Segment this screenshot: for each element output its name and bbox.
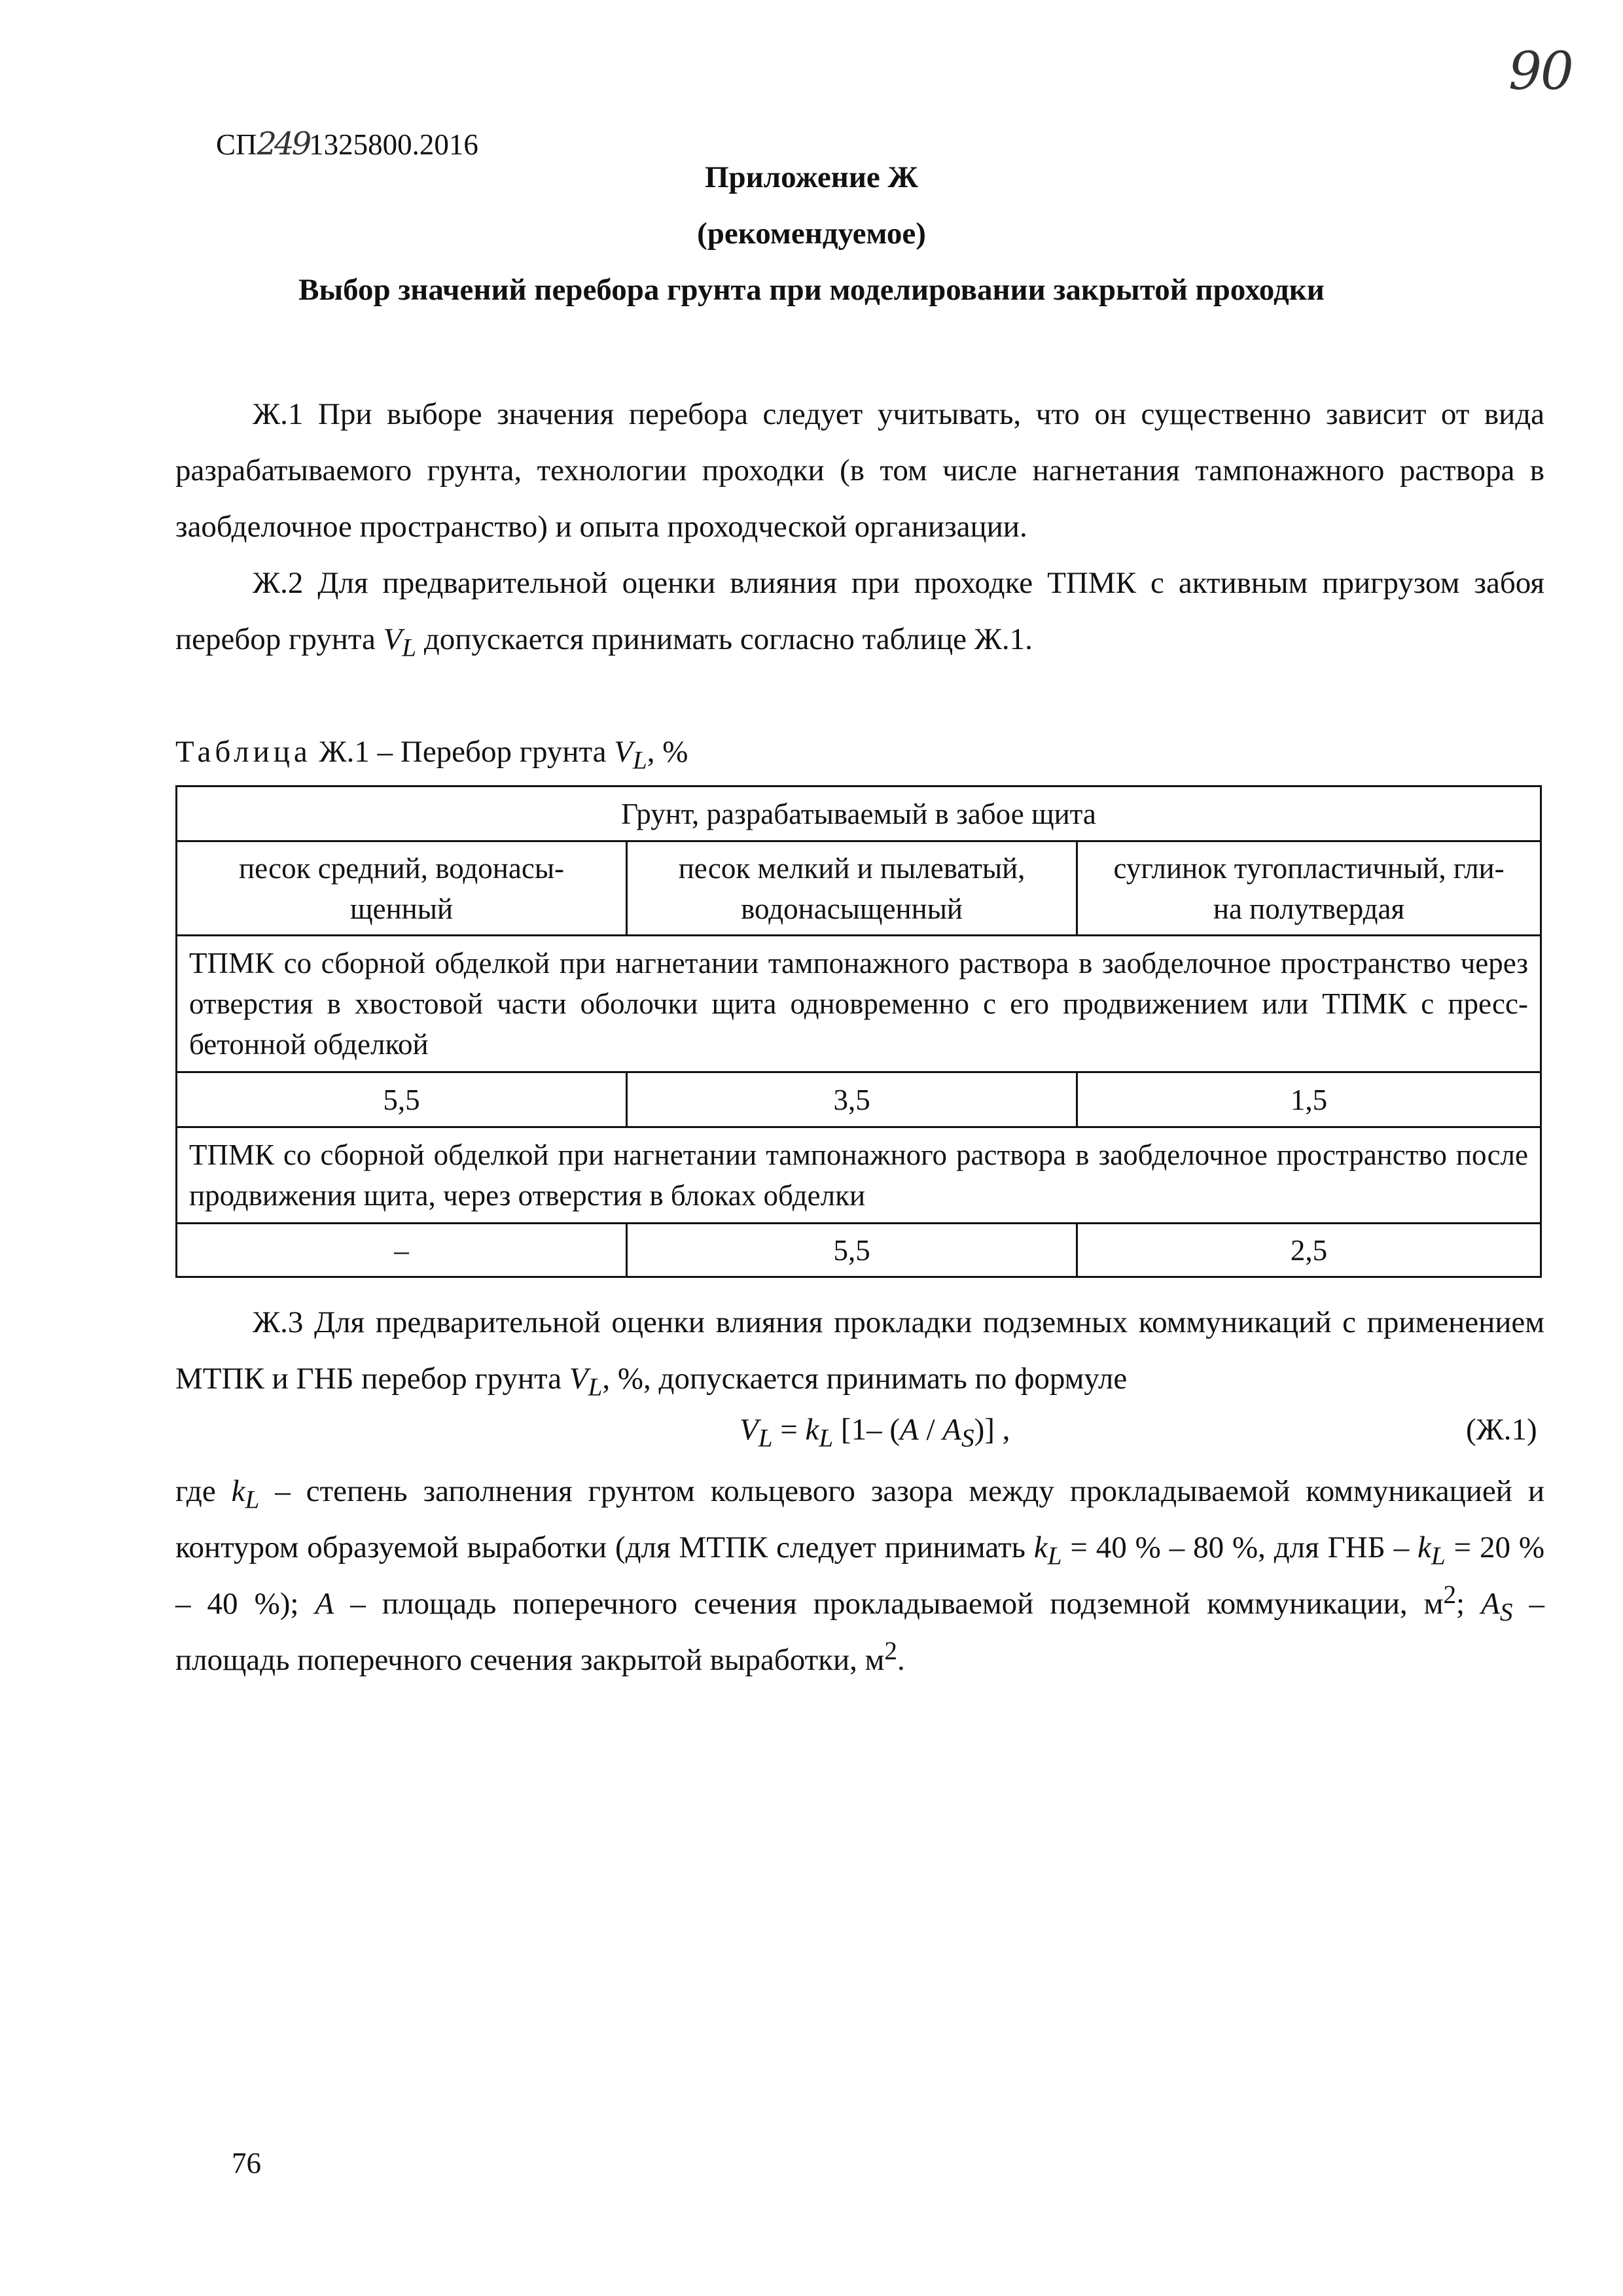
- subscript-l: L: [402, 633, 417, 662]
- table-cell: 5,5: [627, 1224, 1077, 1277]
- where-text: где: [175, 1474, 232, 1508]
- page-number: 76: [232, 2147, 261, 2180]
- symbol-k: k: [1033, 1530, 1048, 1564]
- paragraph-zh1-text: Ж.1 При выборе значения перебора следует учитывать, что он существенно зависит от вида разрабатываемого грунта, технологии проходки (в том числе нагнетания тампонажного раствора в заобделочное пространство) и опыта проходческой организации.: [175, 397, 1544, 544]
- formula: [740, 1412, 1010, 1453]
- superscript-2: 2: [1443, 1580, 1457, 1609]
- paragraph-zh2: [175, 555, 1544, 667]
- where-text: ;: [1456, 1587, 1482, 1621]
- subscript-l: L: [632, 746, 647, 775]
- symbol-a: A: [1481, 1587, 1500, 1621]
- subscript-l: L: [758, 1424, 773, 1453]
- subscript-l: L: [245, 1485, 260, 1514]
- symbol-k: k: [1418, 1530, 1431, 1564]
- symbol-v: V: [614, 735, 633, 769]
- document-code-prefix: СП: [216, 128, 257, 161]
- appendix-title: Приложение Ж: [704, 160, 919, 194]
- document-code: [216, 126, 478, 162]
- symbol-v: V: [569, 1362, 588, 1396]
- where-text: – площадь поперечного сечения закрытой выработки, м: [175, 1587, 1544, 1677]
- symbol-a: A: [942, 1413, 961, 1447]
- table-header-main: Грунт, разрабатываемый в забое щита: [177, 786, 1541, 841]
- where-text: .: [897, 1643, 905, 1677]
- table-cell: 2,5: [1077, 1224, 1541, 1277]
- formula-explanation: [175, 1463, 1544, 1688]
- formula-slash: /: [918, 1413, 943, 1447]
- subscript-s: S: [961, 1424, 974, 1453]
- column-header-loam-clay: суглинок тугопластичный, гли- на полутвердая: [1077, 841, 1541, 936]
- subscript-l: L: [1431, 1542, 1446, 1570]
- symbol-v: V: [383, 622, 402, 656]
- appendix-status: (рекомендуемое): [697, 217, 926, 251]
- paragraph-zh3-text-start: Ж.3 Для предварительной оценки влияния прокладки подземных коммуникаций с применением МТПК и ГНБ перебор грунта: [175, 1305, 1544, 1396]
- paragraph-zh2-text-start: Ж.2 Для предварительной оценки влияния при проходке ТПМК с активным пригрузом забоя перебор грунта: [175, 566, 1544, 656]
- formula-close: )] ,: [974, 1413, 1010, 1447]
- subscript-l: L: [588, 1373, 603, 1402]
- table-header-row: [177, 786, 1541, 841]
- table-caption-unit: , %: [647, 735, 688, 769]
- paragraph-zh3-text-end: , %, допускается принимать по формуле: [602, 1362, 1128, 1396]
- document-code-suffix: 1325800.2016: [309, 128, 478, 161]
- symbol-k: k: [805, 1413, 819, 1447]
- appendix-heading: Выбор значений перебора грунта при моделировании закрытой проходки: [298, 273, 1325, 307]
- paragraph-zh3: [175, 1294, 1544, 1407]
- handwritten-sheet-number: 90: [1508, 41, 1573, 101]
- table-cell: 1,5: [1077, 1072, 1541, 1127]
- paragraph-zh1: [175, 386, 1544, 555]
- table-value-row: [177, 1224, 1541, 1277]
- table-caption-text: Ж.1 – Перебор грунта: [311, 735, 615, 769]
- subscript-s: S: [1499, 1598, 1513, 1627]
- table-section-2: ТПМК со сборной обделкой при нагнетании тампонажного раствора в заобделочное пространство после продвижения щита, через отверстия в блоках обделки: [177, 1127, 1541, 1224]
- superscript-2: 2: [884, 1636, 897, 1665]
- formula-number: (Ж.1): [1466, 1413, 1537, 1447]
- symbol-k: k: [231, 1474, 245, 1508]
- paragraph-zh2-text-end: допускается принимать согласно таблице Ж.1.: [416, 622, 1033, 656]
- table-columns-row: [177, 841, 1541, 936]
- soil-overcut-table: [175, 785, 1542, 1278]
- symbol-a: A: [899, 1413, 919, 1447]
- where-text: = 20 % – 40 %);: [175, 1530, 1544, 1621]
- symbol-a: A: [315, 1587, 334, 1621]
- document-code-handwritten: 249: [257, 126, 310, 162]
- table-section-row: [177, 1127, 1541, 1224]
- table-caption: [175, 734, 688, 775]
- formula-open: [1– (: [833, 1413, 900, 1447]
- where-text: – площадь поперечного сечения прокладываемой подземной коммуникации, м: [334, 1587, 1444, 1621]
- table-caption-word: Таблица: [175, 735, 312, 769]
- column-header-fine-sand: песок мелкий и пылеватый, водонасыщенный: [627, 841, 1077, 936]
- table-section-1: ТПМК со сборной обделкой при нагнетании тампонажного раствора в заобделочное пространство через отверстия в хвостовой части оболочки щита одновременно с его продвижением или ТПМК с пресс-бетонной обделкой: [177, 936, 1541, 1072]
- subscript-l: L: [819, 1424, 834, 1453]
- table-section-row: [177, 936, 1541, 1072]
- subscript-l: L: [1047, 1542, 1062, 1570]
- formula-eq: =: [772, 1413, 806, 1447]
- table-cell: 3,5: [627, 1072, 1077, 1127]
- table-cell: 5,5: [177, 1072, 627, 1127]
- where-text: – степень заполнения грунтом кольцевого зазора между прокладываемой коммуникацией и контуром образуемой выработки (для МТПК следует принимать: [175, 1474, 1544, 1564]
- table-value-row: [177, 1072, 1541, 1127]
- where-text: = 40 % – 80 %, для ГНБ –: [1061, 1530, 1418, 1564]
- table-cell: –: [177, 1224, 627, 1277]
- symbol-v: V: [740, 1413, 758, 1447]
- column-header-medium-sand: песок средний, водонасы- щенный: [177, 841, 627, 936]
